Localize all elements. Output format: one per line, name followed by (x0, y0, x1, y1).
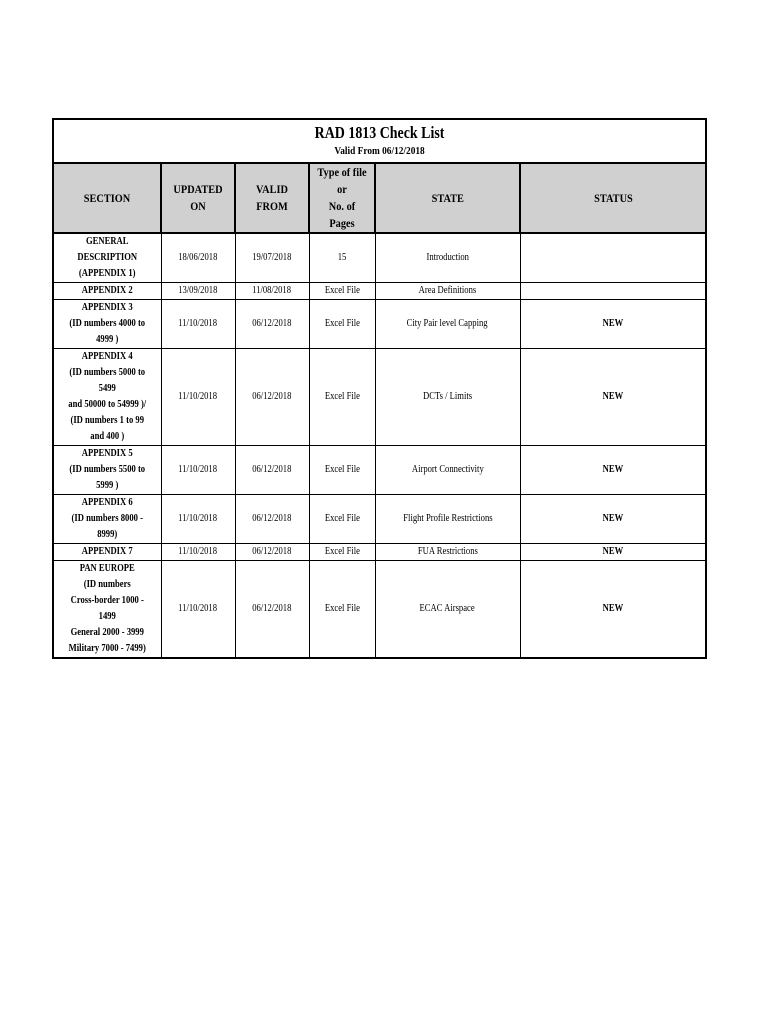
type-cell: Excel File (309, 561, 375, 659)
table-row (53, 349, 706, 446)
check-list-sheet (52, 118, 705, 659)
updated-on-cell: 11/10/2018 (161, 561, 235, 659)
title-row (53, 119, 706, 163)
valid-from-cell: 06/12/2018 (235, 544, 309, 561)
document-title: RAD 1813 Check List (314, 123, 445, 142)
section-cell: APPENDIX 5 (ID numbers 5500 to 5999 ) (53, 446, 161, 495)
state-cell: ECAC Airspace (375, 561, 520, 659)
check-list-table (52, 118, 707, 659)
header-valid-from: VALID FROM (235, 163, 309, 233)
header-updated-on: UPDATED ON (161, 163, 235, 233)
status-cell: NEW (520, 544, 706, 561)
valid-from-cell: 06/12/2018 (235, 300, 309, 349)
state-cell: Flight Profile Restrictions (375, 495, 520, 544)
status-cell: NEW (520, 300, 706, 349)
updated-on-cell: 11/10/2018 (161, 349, 235, 446)
table-row (53, 544, 706, 561)
updated-on-cell: 18/06/2018 (161, 233, 235, 283)
state-cell: City Pair level Capping (375, 300, 520, 349)
updated-on-cell: 11/10/2018 (161, 495, 235, 544)
updated-on-cell: 13/09/2018 (161, 283, 235, 300)
type-cell: Excel File (309, 446, 375, 495)
table-row (53, 283, 706, 300)
title-cell (53, 119, 706, 163)
table-row (53, 561, 706, 659)
section-cell: APPENDIX 6 (ID numbers 8000 - 8999) (53, 495, 161, 544)
table-row (53, 495, 706, 544)
table-row (53, 300, 706, 349)
section-cell: GENERAL DESCRIPTION (APPENDIX 1) (53, 233, 161, 283)
updated-on-cell: 11/10/2018 (161, 300, 235, 349)
updated-on-cell: 11/10/2018 (161, 446, 235, 495)
type-cell: Excel File (309, 283, 375, 300)
type-cell: Excel File (309, 300, 375, 349)
table-row (53, 446, 706, 495)
section-cell: APPENDIX 3 (ID numbers 4000 to 4999 ) (53, 300, 161, 349)
valid-from-cell: 06/12/2018 (235, 446, 309, 495)
state-cell: DCTs / Limits (375, 349, 520, 446)
valid-from-cell: 06/12/2018 (235, 349, 309, 446)
type-cell: 15 (309, 233, 375, 283)
state-cell: FUA Restrictions (375, 544, 520, 561)
valid-from-cell: 06/12/2018 (235, 561, 309, 659)
section-cell: APPENDIX 7 (53, 544, 161, 561)
valid-from-cell: 06/12/2018 (235, 495, 309, 544)
status-cell: NEW (520, 561, 706, 659)
header-state: STATE (375, 163, 520, 233)
table-body (53, 233, 706, 658)
status-cell: NEW (520, 446, 706, 495)
document-subtitle: Valid From 06/12/2018 (334, 145, 425, 157)
header-status: STATUS (520, 163, 706, 233)
section-cell: APPENDIX 4 (ID numbers 5000 to 5499 and 50000 to 54999 )/ (ID numbers 1 to 99 and 400 ) (53, 349, 161, 446)
state-cell: Airport Connectivity (375, 446, 520, 495)
type-cell: Excel File (309, 349, 375, 446)
section-cell: APPENDIX 2 (53, 283, 161, 300)
section-cell: PAN EUROPE (ID numbers Cross-border 1000 - 1499 General 2000 - 3999 Military 7000 - 7499) (53, 561, 161, 659)
header-row (53, 163, 706, 233)
type-cell: Excel File (309, 544, 375, 561)
header-type: Type of file or No. of Pages (309, 163, 375, 233)
status-cell (520, 283, 706, 300)
table-row (53, 233, 706, 283)
type-cell: Excel File (309, 495, 375, 544)
state-cell: Area Definitions (375, 283, 520, 300)
status-cell: NEW (520, 349, 706, 446)
status-cell (520, 233, 706, 283)
state-cell: Introduction (375, 233, 520, 283)
valid-from-cell: 19/07/2018 (235, 233, 309, 283)
status-cell: NEW (520, 495, 706, 544)
header-section: SECTION (53, 163, 161, 233)
valid-from-cell: 11/08/2018 (235, 283, 309, 300)
updated-on-cell: 11/10/2018 (161, 544, 235, 561)
